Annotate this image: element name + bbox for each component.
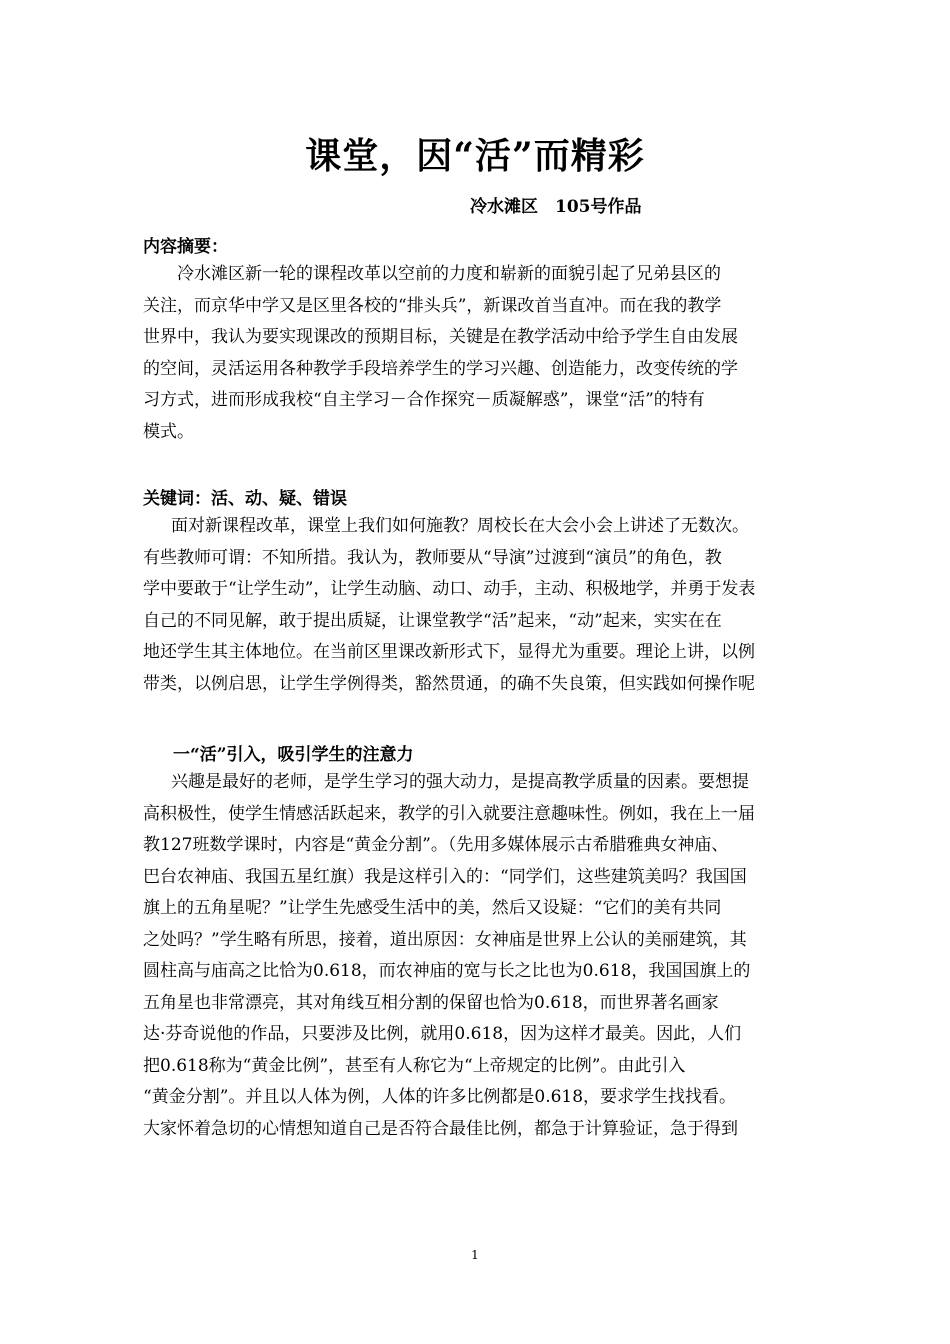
- section-line: 巴台农神庙、我国五星红旗）我是这样引入的：“同学们，这些建筑美吗？我国国: [143, 866, 747, 887]
- intro-line: 面对新课程改革，课堂上我们如何施教？周校长在大会小会上讲述了无数次。: [171, 516, 749, 536]
- intro-line: 地还学生其主体地位。在当前区里课改新形式下，显得尤为重要。理论上讲，以例: [143, 642, 755, 662]
- section-line: 兴趣是最好的老师，是学生学习的强大动力，是提高教学质量的因素。要想提: [171, 772, 749, 792]
- section-paragraph: [143, 767, 813, 1145]
- section-line: 之处吗？”学生略有所思，接着，道出原因：女神庙是世界上公认的美丽建筑，其: [143, 929, 747, 950]
- intro-paragraph: [143, 511, 813, 700]
- page-number: 1: [471, 1248, 479, 1262]
- section-line: 把0.618称为“黄金比例”，甚至有人称它为“上帝规定的比例”。由此引入: [143, 1055, 686, 1076]
- keywords-line: 关键词：活、动、疑、错误: [143, 489, 347, 509]
- abstract-label: 内容摘要：: [143, 237, 228, 257]
- abstract-line: 习方式，进而形成我校“自主学习－合作探究－质凝解惑”，课堂“活”的特有: [143, 390, 705, 410]
- intro-line: 学中要敢于“让学生动”，让学生动脑、动口、动手，主动、积极地学，并勇于发表: [143, 579, 756, 599]
- abstract-line: 的空间，灵活运用各种教学手段培养学生的学习兴趣、创造能力，改变传统的学: [143, 358, 738, 379]
- abstract-line: 关注，而京华中学又是区里各校的“排头兵”，新课改首当直冲。而在我的教学: [143, 295, 722, 316]
- section-line: 圆柱高与庙高之比恰为0.618，而农神庙的宽与长之比也为0.618，我国国旗上的: [143, 961, 751, 981]
- section-line: 高积极性，使学生情感活跃起来，教学的引入就要注意趣味性。例如，我在上一届: [143, 803, 755, 824]
- section-line: 五角星也非常漂亮，其对角线互相分割的保留也恰为0.618，而世界著名画家: [143, 992, 719, 1013]
- abstract-line: 模式。: [143, 421, 194, 442]
- section-heading: 一“活”引入，吸引学生的注意力: [173, 745, 414, 765]
- abstract-line: 冷水滩区新一轮的课程改革以空前的力度和崭新的面貌引起了兄弟县区的: [177, 264, 721, 284]
- intro-line: 有些教师可谓：不知所措。我认为，教师要从“导演”过渡到“演员”的角色，教: [143, 547, 722, 568]
- section-line: “黄金分割”。并且以人体为例，人体的许多比例都是0.618，要求学生找找看。: [143, 1087, 737, 1107]
- section-line: 大家怀着急切的心情想知道自己是否符合最佳比例，都急于计算验证，急于得到: [143, 1118, 738, 1139]
- abstract-line: 世界中，我认为要实现课改的预期目标，关键是在教学活动中给予学生自由发展: [143, 327, 738, 347]
- intro-line: 带类，以例启思，让学生学例得类，豁然贯通，的确不失良策，但实践如何操作呢: [143, 673, 755, 694]
- section-line: 达·芬奇说他的作品，只要涉及比例，就用0.618，因为这样才最美。因此，人们: [143, 1024, 742, 1044]
- abstract-paragraph: [143, 259, 813, 448]
- author-line: 冷水滩区 105号作品: [470, 197, 642, 217]
- intro-line: 自己的不同见解，敢于提出质疑，让课堂教学“活”起来，“动”起来，实实在在: [143, 610, 722, 631]
- document-title: 课堂，因“活”而精彩: [305, 135, 645, 177]
- section-line: 旗上的五角星呢？”让学生先感受生活中的美，然后又设疑：“它们的美有共同: [143, 898, 722, 918]
- section-line: 教127班数学课时，内容是“黄金分割”。（先用多媒体展示古希腊雅典女神庙、: [143, 835, 729, 855]
